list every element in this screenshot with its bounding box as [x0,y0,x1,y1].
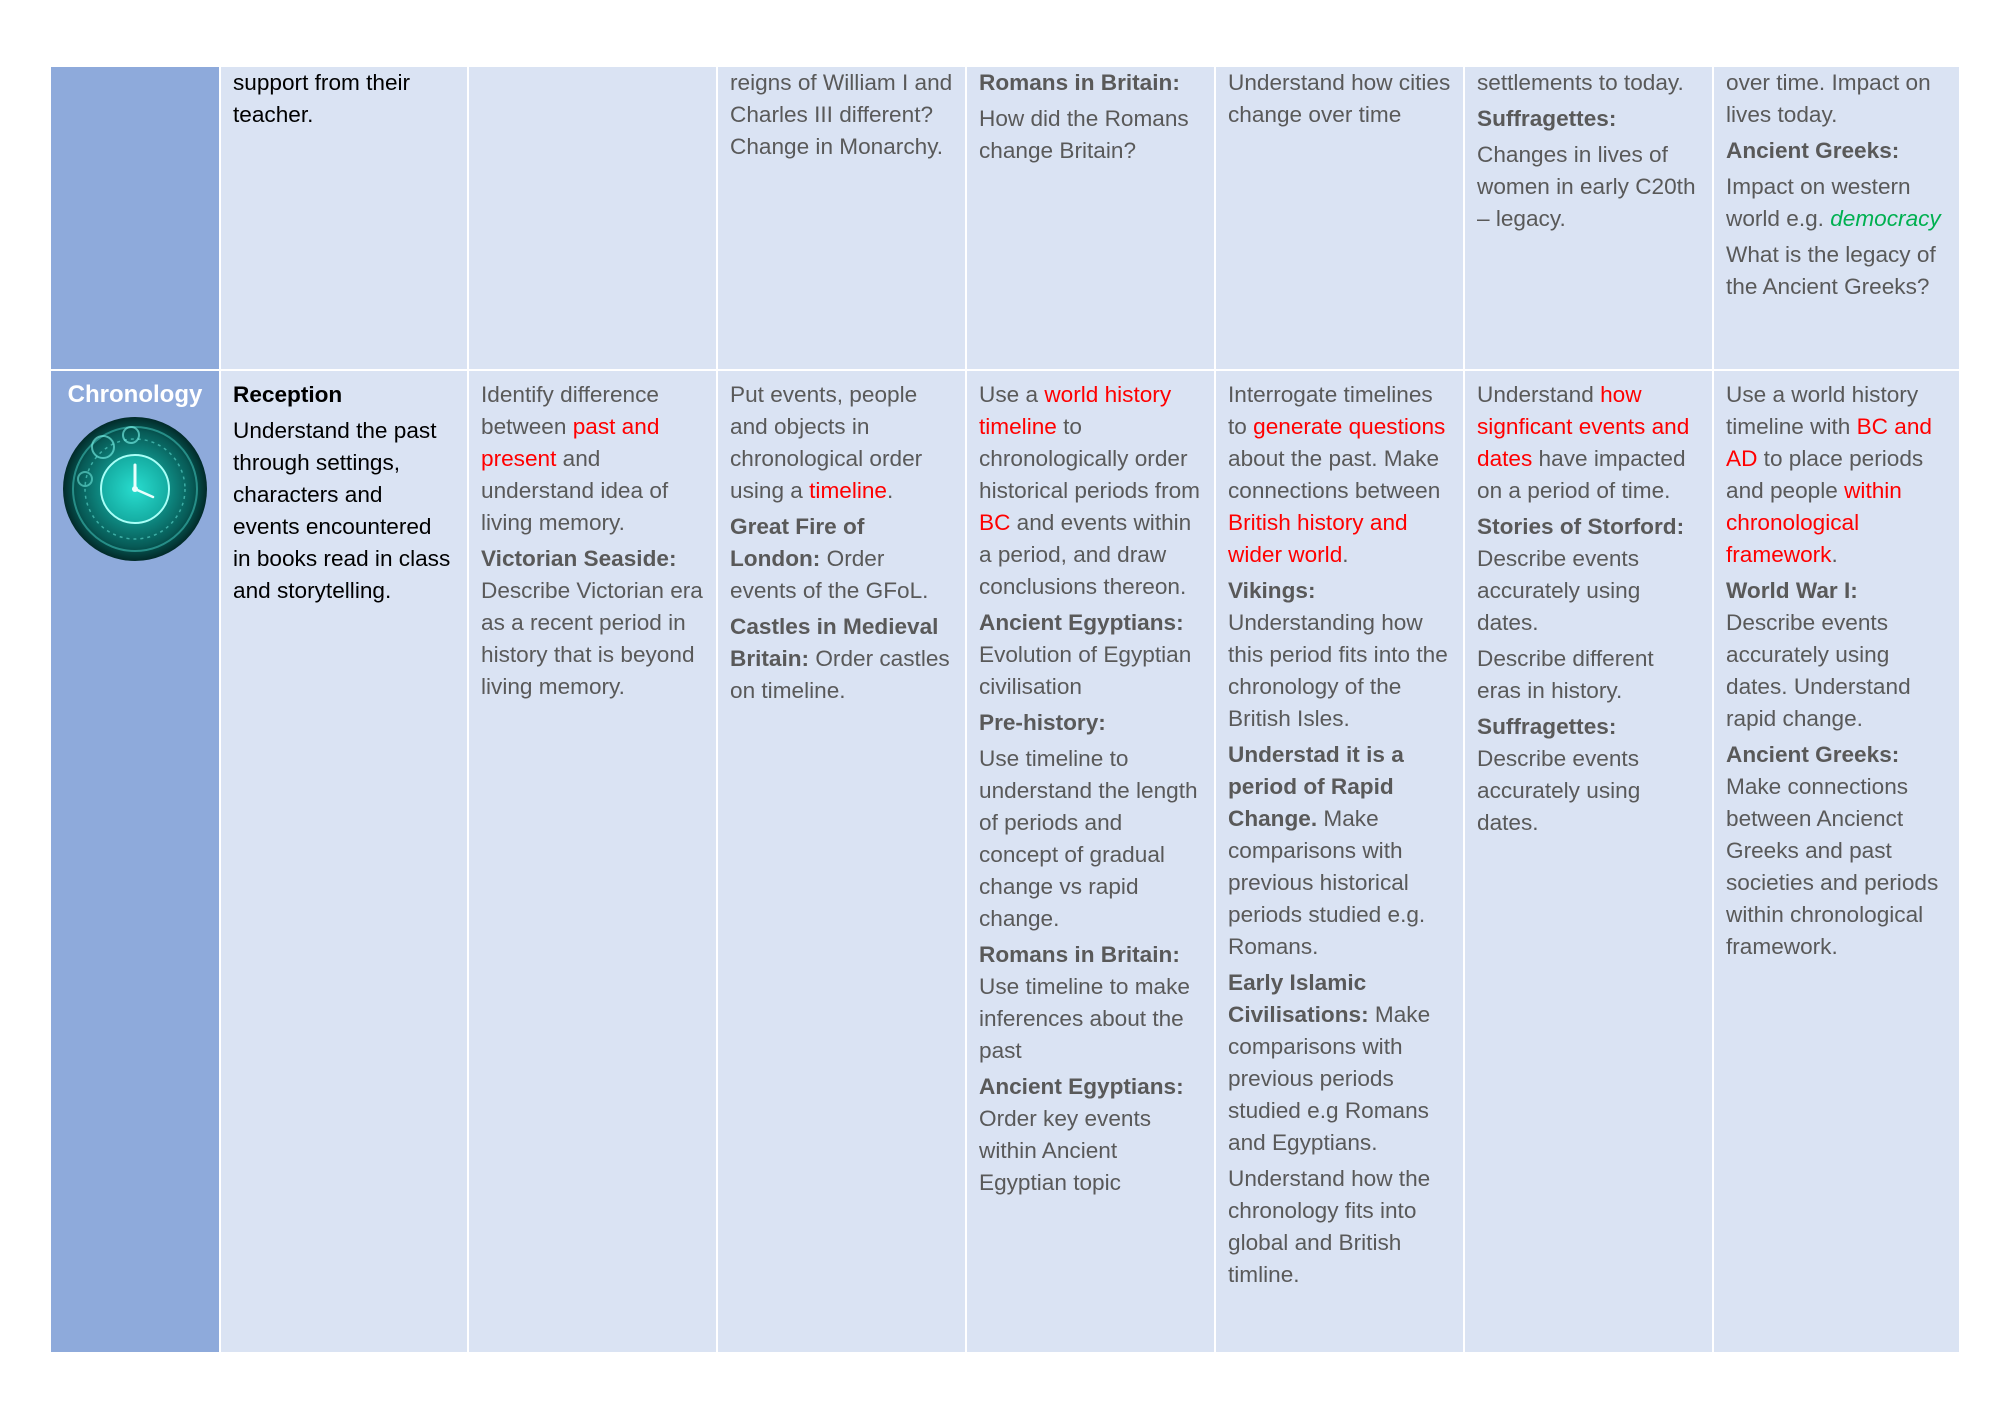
table-row [50,370,1960,1352]
bold-heading-text: Vikings: [1228,578,1316,603]
cell-text: Understand how cities change over time [1228,70,1451,127]
body-text: and understand idea of living memory. [481,446,669,535]
cell-paragraph [1477,511,1700,639]
body-text: to chronologically order historical periods from [979,414,1200,503]
body-text: Interrogate timelines to [1228,382,1433,439]
highlighted-text: timeline [809,478,887,503]
row-label-cell [50,67,220,370]
cell-paragraph [1477,379,1700,507]
bold-heading-text: Ancient Greeks: [1726,138,1900,163]
body-text: Describe Victorian era as a recent period in history that is beyond living memory. [481,578,703,699]
year2-cell [717,67,966,370]
highlighted-text: BC [979,510,1011,535]
body-text: over time. Impact on lives today. [1726,70,1931,127]
cell-paragraph [1726,379,1947,571]
cell-paragraph [1726,67,1947,131]
bold-heading-text: Early Islamic Civilisations: [1228,970,1369,1027]
cell-paragraph [730,511,953,607]
body-text: Understand [1477,382,1601,407]
body-text: Order castles on timeline. [730,646,950,703]
year3-cell [966,67,1215,370]
bold-heading-text: Great Fire of London: [730,514,865,571]
body-text: Impact on western world e.g. [1726,174,1911,231]
highlighted-text: how signficant events and dates [1477,382,1690,471]
body-text: Order events of the GFoL. [730,546,929,603]
body-text: Identify difference between [481,382,659,439]
body-text: . [887,478,894,503]
body-text: Use a [979,382,1045,407]
body-text: . [1831,542,1838,567]
highlighted-text: world history timeline [979,382,1172,439]
highlighted-text: within chronological framework [1726,478,1902,567]
cell-paragraph [979,743,1202,935]
body-text: Understand how the chronology fits into global and British timline. [1228,1166,1431,1287]
body-text: Describe events accurately using dates. [1477,546,1641,635]
cell-paragraph [1228,575,1451,735]
bold-heading-text: Understad it is a period of Rapid Change. [1228,742,1404,831]
year2-cell [717,370,966,1352]
highlighted-text: generate questions [1253,414,1446,439]
chronology-label: Chronology [67,381,203,408]
bold-heading-text: Ancient Greeks: [1726,742,1900,767]
cell-paragraph [979,939,1202,1067]
cell-paragraph [1726,239,1947,303]
cell-paragraph [730,379,953,507]
body-text: Use a world history timeline with [1726,382,1919,439]
body-text: Put events, people and objects in chronological order using a [730,382,923,503]
year3-cell [966,370,1215,1352]
body-text: to place periods and people [1726,446,1924,503]
cell-paragraph [233,379,455,411]
reception-cell [220,370,468,1352]
cell-paragraph [1477,67,1700,99]
highlighted-text: BC and AD [1726,414,1932,471]
body-text: Describe events accurately using dates. Understand rapid change. [1726,610,1911,731]
body-text: Describe events accurately using dates. [1477,746,1641,835]
year4-cell [1215,370,1464,1352]
cell-paragraph [1477,643,1700,707]
body-text: Use timeline to understand the length of periods and concept of gradual change vs rapid change. [979,746,1198,931]
chronology-label-cell [50,370,220,1352]
body-text: about the past. Make connections between [1228,446,1441,503]
cell-paragraph [1477,103,1700,135]
cell-paragraph [1477,139,1700,235]
bold-heading-text: Ancient Egyptians: [979,610,1184,635]
year5-cell [1464,370,1713,1352]
body-text: Make connections between Ancienct Greeks and past societies and periods within chronological framework. [1726,774,1939,959]
cell-paragraph [1726,171,1947,235]
year6-cell [1713,370,1960,1352]
body-text: Make comparisons with previous periods studied e.g Romans and Egyptians. [1228,1002,1431,1155]
keyword-text: democracy [1830,206,1941,231]
body-text: Changes in lives of women in early C20th – legacy. [1477,142,1696,231]
cell-text: support from their teacher. [233,70,411,127]
body-text: and events within a period, and draw conclusions thereon. [979,510,1192,599]
cell-paragraph [1228,967,1451,1159]
bold-heading-text: Stories of Storford: [1477,514,1685,539]
bold-heading-text: Castles in Medieval Britain: [730,614,939,671]
bold-heading-text: Suffragettes: [1477,106,1617,131]
bold-heading-text: Romans in Britain: [979,70,1180,95]
cell-text: reigns of William I and Charles III different? Change in Monarchy. [730,70,953,159]
cell-paragraph [1477,711,1700,839]
cell-paragraph [1228,379,1451,571]
bold-heading-text: Suffragettes: [1477,714,1617,739]
cell-paragraph [979,67,1202,99]
year6-cell [1713,67,1960,370]
clock-icon [63,417,207,561]
cell-paragraph [979,379,1202,603]
cell-paragraph [979,607,1202,703]
cell-paragraph [1228,739,1451,963]
cell-paragraph [481,379,704,539]
body-text: Understanding how this period fits into the chronology of the British Isles. [1228,610,1448,731]
year1-cell [468,67,717,370]
body-text: have impacted on a period of time. [1477,446,1686,503]
cell-paragraph [1726,739,1947,963]
cell-paragraph [233,415,455,607]
year4-cell [1215,67,1464,370]
body-text: . [1342,542,1349,567]
bold-heading-text: Romans in Britain: [979,942,1180,967]
cell-paragraph [1228,1163,1451,1291]
body-text: Understand the past through settings, characters and events encountered in books read in class and storytelling. [233,418,451,603]
year5-cell [1464,67,1713,370]
cell-paragraph [979,103,1202,167]
body-text: What is the legacy of the Ancient Greeks? [1726,242,1936,299]
cell-paragraph [979,707,1202,739]
year1-cell [468,370,717,1352]
reception-cell [220,67,468,370]
highlighted-text: past and present [481,414,660,471]
cell-paragraph [1726,135,1947,167]
body-text: Use timeline to make inferences about the past [979,974,1190,1063]
cell-paragraph [979,1071,1202,1199]
highlighted-text: British history and wider world [1228,510,1408,567]
cell-paragraph [730,611,953,707]
bold-heading-text: Victorian Seaside: [481,546,677,571]
table-row [50,67,1960,370]
body-text: Describe different eras in history. [1477,646,1654,703]
bold-heading-text: Ancient Egyptians: [979,1074,1184,1099]
bold-heading-text: Pre-history: [979,710,1106,735]
bold-heading-text: World War I: [1726,578,1858,603]
body-text: settlements to today. [1477,70,1684,95]
curriculum-table [49,67,1961,1352]
bold-heading-text: Reception [233,382,343,407]
cell-paragraph [481,543,704,703]
body-text: Order key events within Ancient Egyptian topic [979,1106,1152,1195]
body-text: Make comparisons with previous historical periods studied e.g. Romans. [1228,806,1426,959]
body-text: Evolution of Egyptian civilisation [979,642,1192,699]
body-text: How did the Romans change Britain? [979,106,1189,163]
cell-paragraph [1726,575,1947,735]
